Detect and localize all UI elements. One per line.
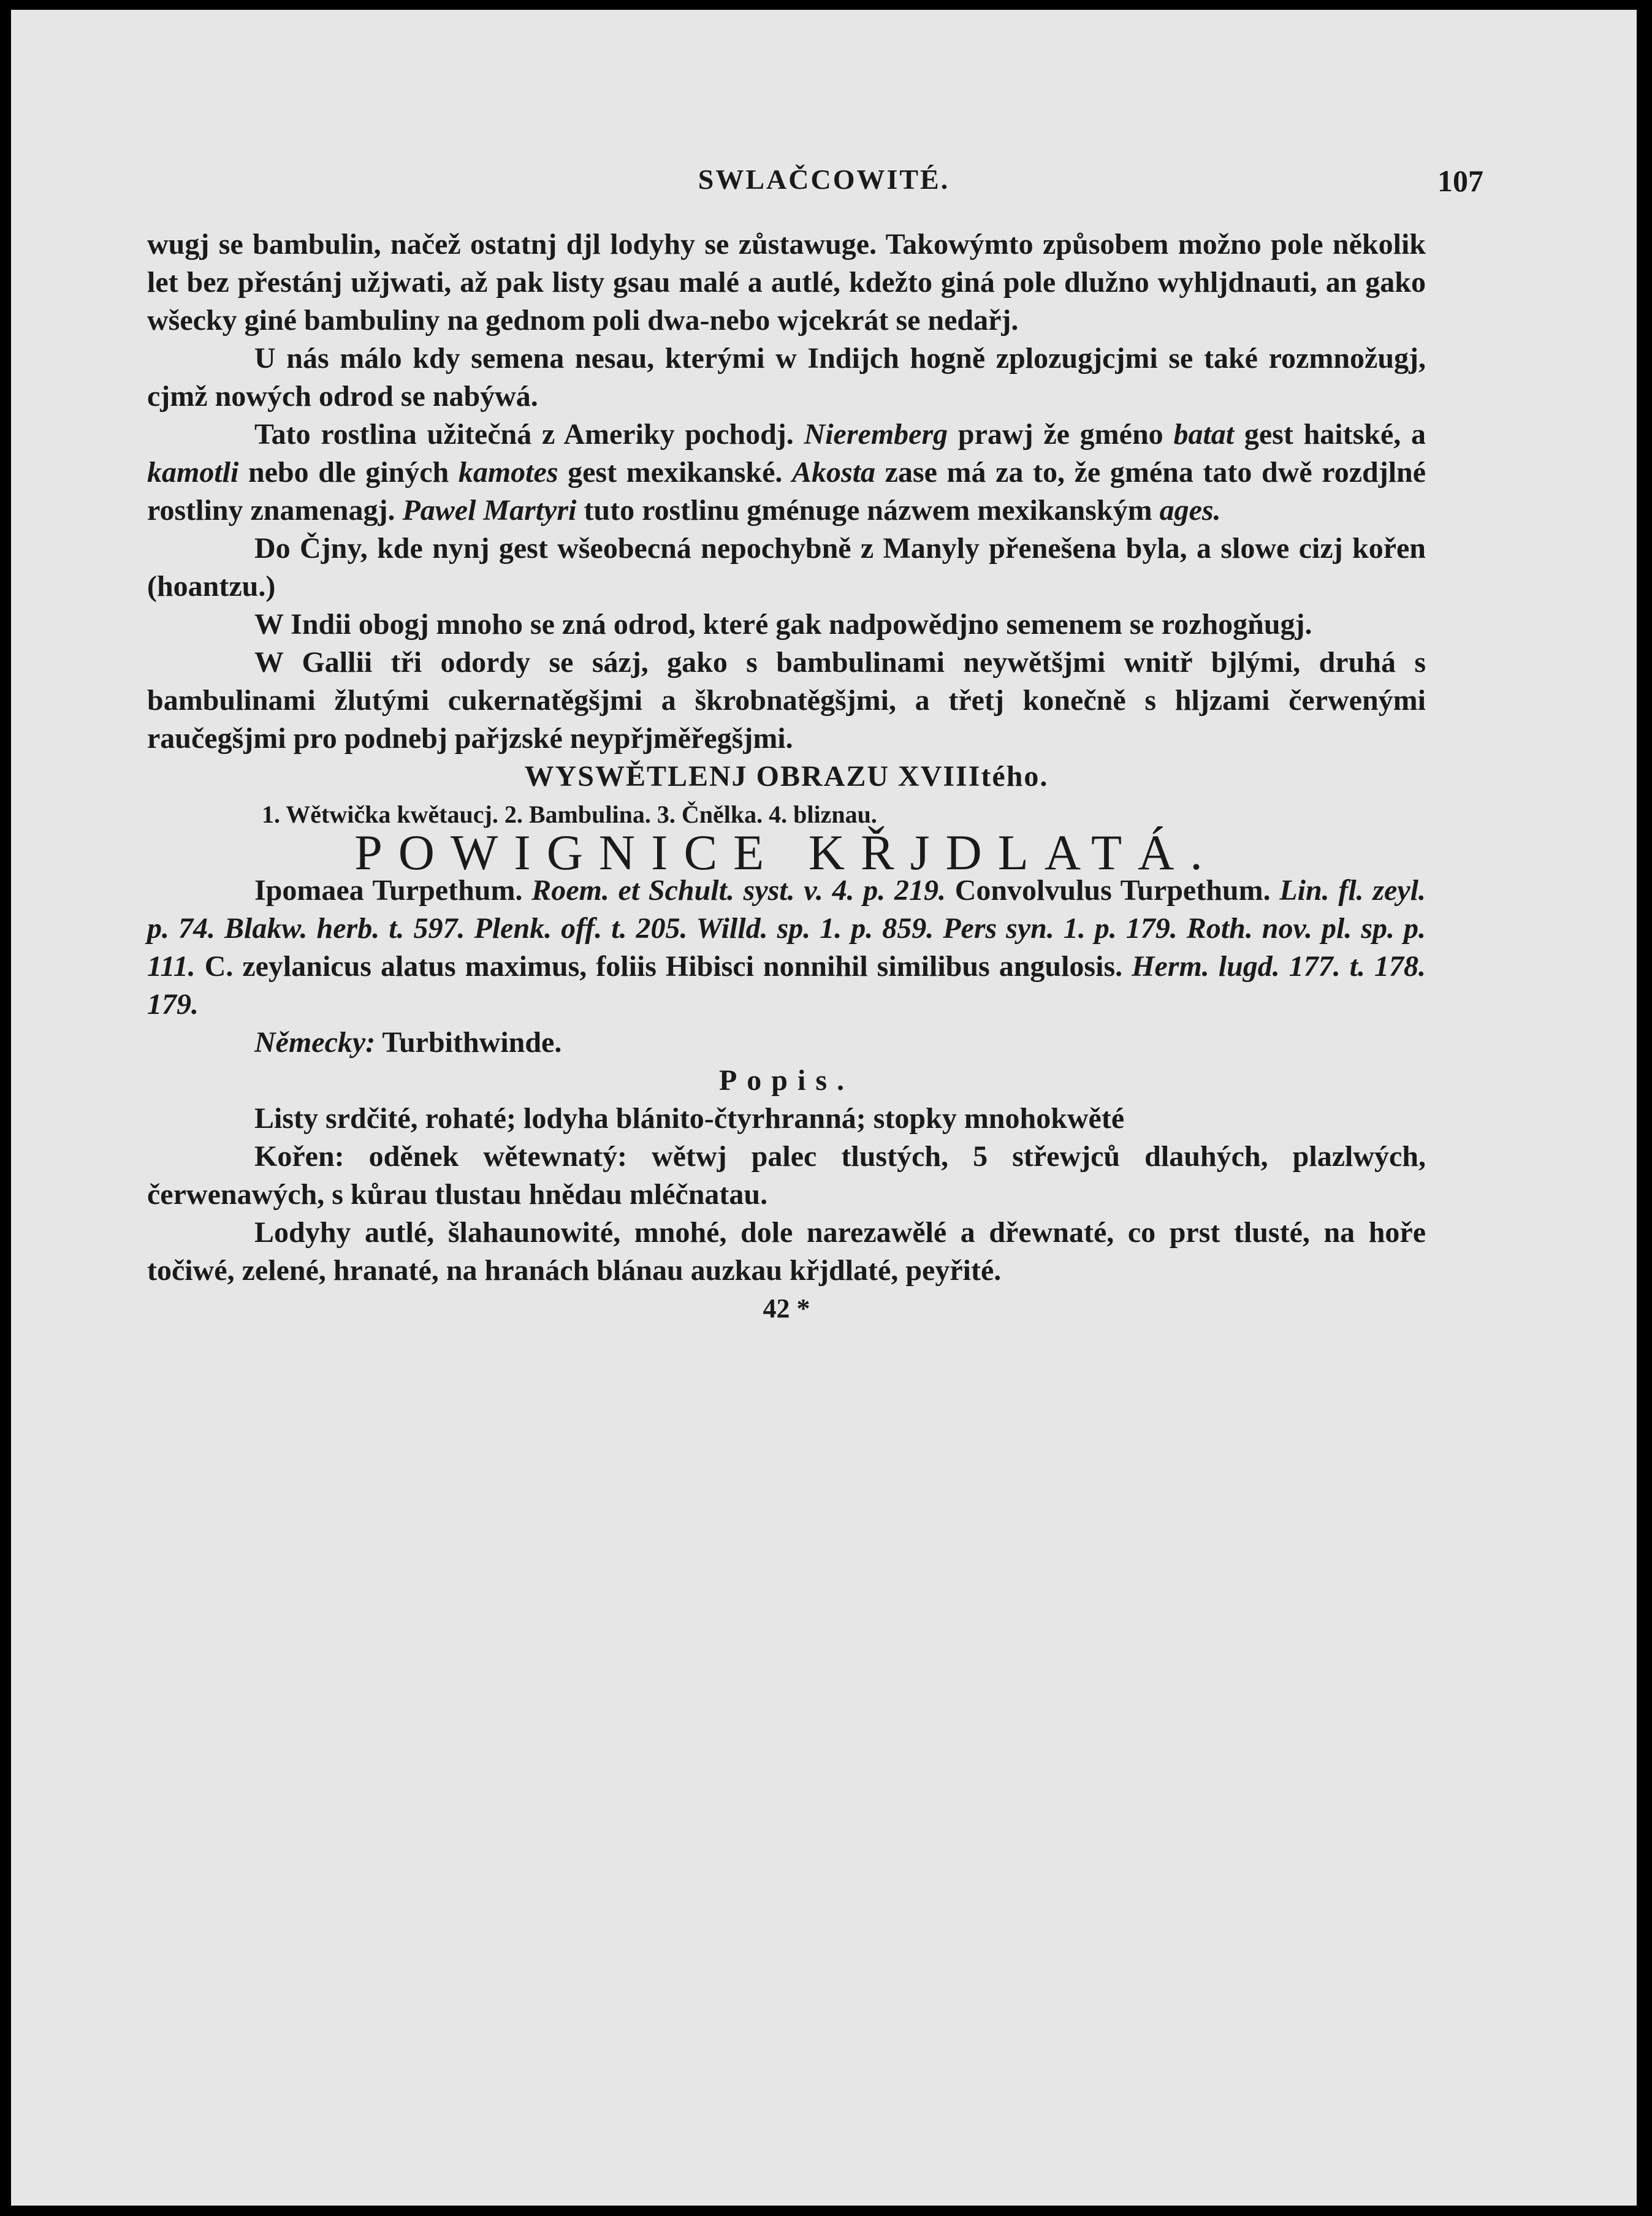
paragraph: wugj se bambulin, načež ostatnj djl lodyhy se zůstawuge. Takowýmto způsobem možno pole několik let bez přestánj užjwati, až pak listy gsau malé a autlé, kdežto giná pole dlužno wyhljdnauti, an gako wšecky giné bambuliny na gednom poli dwa-nebo wjcekrát se nedařj. [147,228,1426,337]
text: gest mexikanské. [568,456,783,489]
reference: Roem. et Schult. syst. v. 4. p. 219. [531,874,946,907]
paragraph: U nás málo kdy semena nesau, kterými w Indijch hogně zplozugjcjmi se také rozmnožugj, cjmž nowých odrod se nabýwá. [147,342,1426,413]
paragraph: W Gallii tři odordy se sázj, gako s bambulinami neywětšjmi wnitř bjlými, druhá s bambulinami žlutými cukernatěgšjmi a škrobnatěgšjmi, a třetj konečně s hljzami čerwenými raučegšjmi pro podnebj pařjzské neypřjměřegšjmi. [147,646,1426,755]
text: tuto rostlinu gménuge názwem mexikanským [584,494,1152,527]
species-title: POWIGNICE KŘJDLATÁ. [354,824,1219,880]
page-number: 107 [1437,164,1483,198]
signature-mark: 42 * [763,1293,810,1323]
species-name: Ipomaea Turpethum. [254,874,523,907]
species-name: C. zeylanicus alatus maximus, foliis Hibisci nonnihil similibus angulosis. [204,950,1123,983]
author-name: Pawel Martyri [402,494,577,527]
paragraph: Lodyhy autlé, šlahaunowité, mnohé, dole narezawělé a dřewnaté, co prst tlusté, na hoře točiwé, zelené, hranaté, na hranách blánau auzkau křjdlaté, peyřité. [147,1216,1426,1287]
term: kamotes [458,456,558,489]
paragraph [147,416,1426,530]
page-body [147,226,1426,1328]
paragraph: Listy srdčité, rohaté; lodyha blánito-čtyrhranná; stopky mnohokwěté [254,1102,1125,1135]
section-heading: WYSWĚTLENJ OBRAZU XVIIItého. [524,760,1049,793]
author-name: Nieremberg [804,418,948,451]
page-header [11,163,1637,206]
term: ages. [1159,494,1221,527]
species-name: Convolvulus Turpethum. [954,874,1271,907]
term: batat [1173,418,1235,451]
german-name: Turbithwinde. [382,1026,562,1059]
text: nebo dle giných [248,456,449,489]
text: prawj že gméno [957,418,1163,451]
text: gest haitské, a [1244,418,1426,451]
german-label: Německy: [254,1026,376,1059]
synonymy-paragraph [147,872,1426,1024]
document-page [11,10,1637,2206]
figure-caption: 1. Wětwička kwětaucj. 2. Bambulina. 3. Čnělka. 4. bliznau. [262,801,877,828]
term: kamotli [147,456,239,489]
paragraph: W Indii obogj mnoho se zná odrod, které gak nadpowědjno semenem se rozhogňugj. [254,608,1312,641]
running-head: SWLAČCOWITÉ. [698,164,950,195]
reference: Lin. fl. zeyl. p. 74. Blakw. herb. t. 597. Plenk. off. t. 205. Willd. sp. 1. p. 859. Pers syn. 1. p. 179. Roth. nov. pl. sp. p. 111. [147,874,1426,983]
description-heading: Popis. [718,1064,855,1097]
text: zase má za to, že gména tato dwě rozdjlné rostliny znamenagj. [147,456,1426,527]
author-name: Akosta [792,456,876,489]
paragraph: Do Čjny, kde nynj gest wšeobecná nepochybně z Manyly přenešena byla, a slowe cizj kořen (hoantzu.) [147,532,1426,603]
german-name-line [147,1024,1426,1062]
reference: Herm. lugd. 177. t. 178. 179. [147,950,1426,1021]
paragraph: Kořen: oděnek wětewnatý: wětwj palec tlustých, 5 střewjců dlauhých, plazlwých, čerwenawých, s kůrau tlustau hnědau mléčnatau. [147,1140,1426,1211]
text: Tato rostlina užitečná z Ameriky pochodj. [254,418,794,451]
